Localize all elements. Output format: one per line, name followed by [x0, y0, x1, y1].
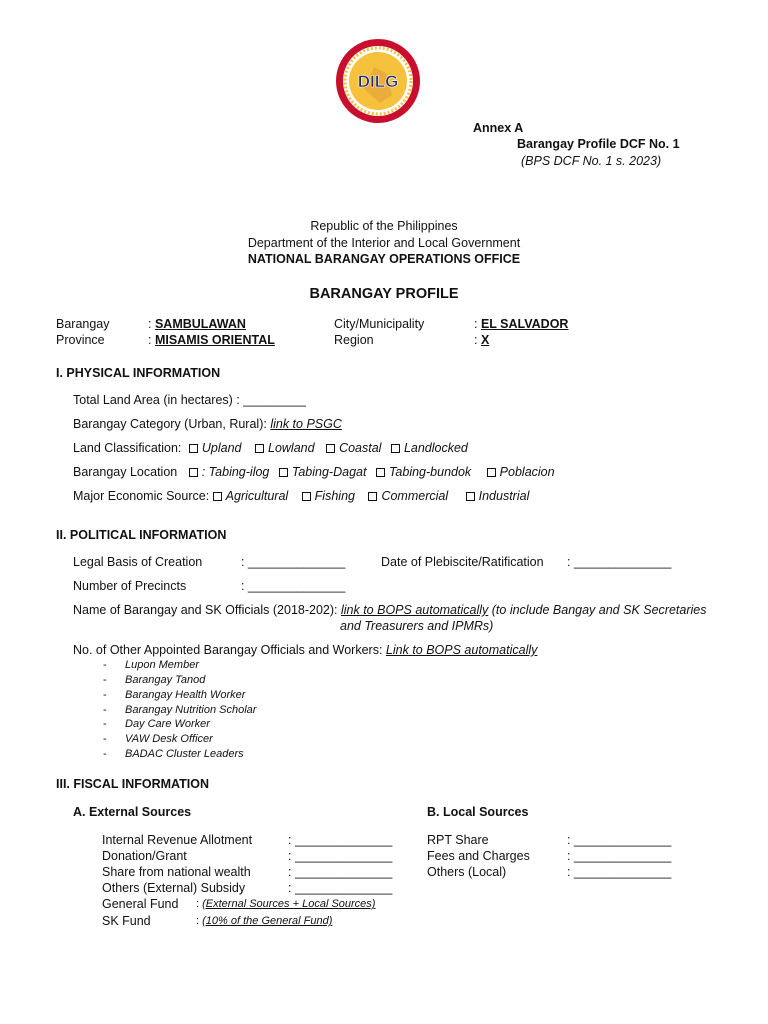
land-area: Total Land Area (in hectares) : _________: [73, 393, 306, 407]
province-label: Province: [56, 333, 105, 347]
fees-charges-field[interactable]: : ______________: [567, 849, 672, 863]
page-title: BARANGAY PROFILE: [309, 286, 459, 302]
tabing-dagat-label: Tabing-Dagat: [291, 465, 367, 479]
annex-ref: (BPS DCF No. 1 s. 2023): [521, 154, 662, 168]
officials-note-2: and Treasurers and IPMRs): [340, 619, 494, 633]
list-item: - Barangay Tanod: [103, 674, 206, 686]
general-fund-value: (External Sources + Local Sources): [202, 898, 376, 910]
others-local-label: Others (Local): [427, 865, 507, 879]
list-item: - Lupon Member: [103, 659, 199, 671]
poblacion-label: Poblacion: [499, 465, 555, 479]
tabing-bundok-label: Tabing-bundok: [388, 465, 472, 479]
land-classification-row: [73, 441, 468, 455]
fishing-label: Fishing: [314, 489, 355, 503]
lowland-label: Lowland: [268, 441, 315, 455]
economic-source-row: [73, 489, 529, 503]
barangay-value: SAMBULAWAN: [154, 317, 246, 331]
province-value-row: : MISAMIS ORIENTAL: [148, 333, 275, 347]
tabing-ilog-label: : Tabing-ilog: [201, 465, 270, 479]
land-classification-label: Land Classification:: [73, 441, 182, 455]
physical-heading: I. PHYSICAL INFORMATION: [56, 366, 221, 380]
national-wealth-label: Share from national wealth: [102, 865, 251, 879]
officials-label: Name of Barangay and SK Officials (2018-202):: [73, 603, 338, 617]
category-row: [73, 417, 342, 431]
officials-row: [73, 603, 706, 617]
dilg-logo: [334, 37, 422, 125]
officials-link[interactable]: link to BOPS automatically: [340, 603, 489, 617]
tabing-ilog-checkbox[interactable]: [189, 468, 198, 477]
external-sources-heading: A. External Sources: [73, 805, 192, 819]
ira-label: Internal Revenue Allotment: [102, 833, 253, 847]
barangay-label: Barangay: [56, 317, 110, 331]
list-item: - Barangay Nutrition Scholar: [103, 704, 257, 716]
region-value-row: : X: [474, 333, 490, 347]
fees-charges-label: Fees and Charges: [427, 849, 530, 863]
upland-label: Upland: [201, 441, 242, 455]
list-item: - VAW Desk Officer: [103, 733, 213, 745]
precincts-label: Number of Precincts: [73, 579, 187, 593]
category-label: Barangay Category (Urban, Rural):: [73, 417, 267, 431]
general-fund-row: : (External Sources + Local Sources): [196, 898, 376, 910]
landlocked-label: Landlocked: [403, 441, 468, 455]
industrial-label: Industrial: [478, 489, 530, 503]
appointed-row: [73, 643, 537, 657]
province-value: MISAMIS ORIENTAL: [154, 333, 275, 347]
rpt-share-field[interactable]: : ______________: [567, 833, 672, 847]
agricultural-label: Agricultural: [225, 489, 289, 503]
commercial-label: Commercial: [381, 489, 449, 503]
list-item: - Barangay Health Worker: [103, 689, 246, 701]
city-value: EL SALVADOR: [480, 317, 569, 331]
upland-checkbox[interactable]: [189, 444, 198, 453]
city-value-row: : EL SALVADOR: [474, 317, 569, 331]
general-fund-label: General Fund: [102, 897, 179, 911]
ira-field[interactable]: : ______________: [288, 833, 393, 847]
others-local-field[interactable]: : ______________: [567, 865, 672, 879]
economic-source-label: Major Economic Source:: [73, 489, 210, 503]
fiscal-heading: III. FISCAL INFORMATION: [56, 777, 210, 791]
list-item: - BADAC Cluster Leaders: [103, 748, 244, 760]
appointed-link[interactable]: Link to BOPS automatically: [385, 643, 538, 657]
tabing-bundok-checkbox[interactable]: [376, 468, 385, 477]
donation-label: Donation/Grant: [102, 849, 187, 863]
logo-text: DILG: [357, 72, 399, 91]
region-label: Region: [334, 333, 374, 347]
barangay-location-row: [73, 465, 555, 479]
psgc-link[interactable]: link to PSGC: [270, 417, 342, 431]
annex-dcf: Barangay Profile DCF No. 1: [517, 137, 680, 151]
appointed-label: No. of Other Appointed Barangay Officials and Workers:: [73, 643, 383, 657]
header-line-2: Department of the Interior and Local Government: [247, 236, 521, 250]
local-sources-heading: B. Local Sources: [427, 805, 529, 819]
precincts-field[interactable]: : ______________: [241, 579, 346, 593]
lowland-checkbox[interactable]: [255, 444, 264, 453]
legal-basis-label: Legal Basis of Creation: [73, 555, 203, 569]
header-line-3: NATIONAL BARANGAY OPERATIONS OFFICE: [247, 252, 521, 266]
national-wealth-field[interactable]: : ______________: [288, 865, 393, 879]
landlocked-checkbox[interactable]: [391, 444, 400, 453]
plebiscite-label: Date of Plebiscite/Ratification: [381, 555, 544, 569]
city-label: City/Municipality: [334, 317, 425, 331]
sk-fund-label: SK Fund: [102, 914, 151, 928]
sk-fund-value: (10% of the General Fund): [202, 915, 333, 927]
legal-basis-field[interactable]: : ______________: [241, 555, 346, 569]
barangay-location-label: Barangay Location: [73, 465, 178, 479]
commercial-checkbox[interactable]: [368, 492, 377, 501]
list-item: - Day Care Worker: [103, 718, 210, 730]
external-subsidy-label: Others (External) Subsidy: [102, 881, 246, 895]
political-heading: II. POLITICAL INFORMATION: [56, 528, 227, 542]
officials-note-1: (to include Bangay and SK Secretaries: [491, 603, 707, 617]
industrial-checkbox[interactable]: [466, 492, 475, 501]
barangay-value-row: : SAMBULAWAN: [148, 317, 246, 331]
header-line-1: Republic of the Philippines: [310, 219, 458, 233]
poblacion-checkbox[interactable]: [487, 468, 496, 477]
donation-field[interactable]: : ______________: [288, 849, 393, 863]
plebiscite-field[interactable]: : ______________: [567, 555, 672, 569]
annex-title: Annex A: [473, 121, 524, 135]
external-subsidy-field[interactable]: : ______________: [288, 881, 393, 895]
agricultural-checkbox[interactable]: [213, 492, 222, 501]
fishing-checkbox[interactable]: [302, 492, 311, 501]
rpt-share-label: RPT Share: [427, 833, 489, 847]
tabing-dagat-checkbox[interactable]: [279, 468, 288, 477]
coastal-label: Coastal: [339, 441, 382, 455]
region-value: X: [480, 333, 490, 347]
sk-fund-row: : (10% of the General Fund): [196, 915, 333, 927]
coastal-checkbox[interactable]: [326, 444, 335, 453]
